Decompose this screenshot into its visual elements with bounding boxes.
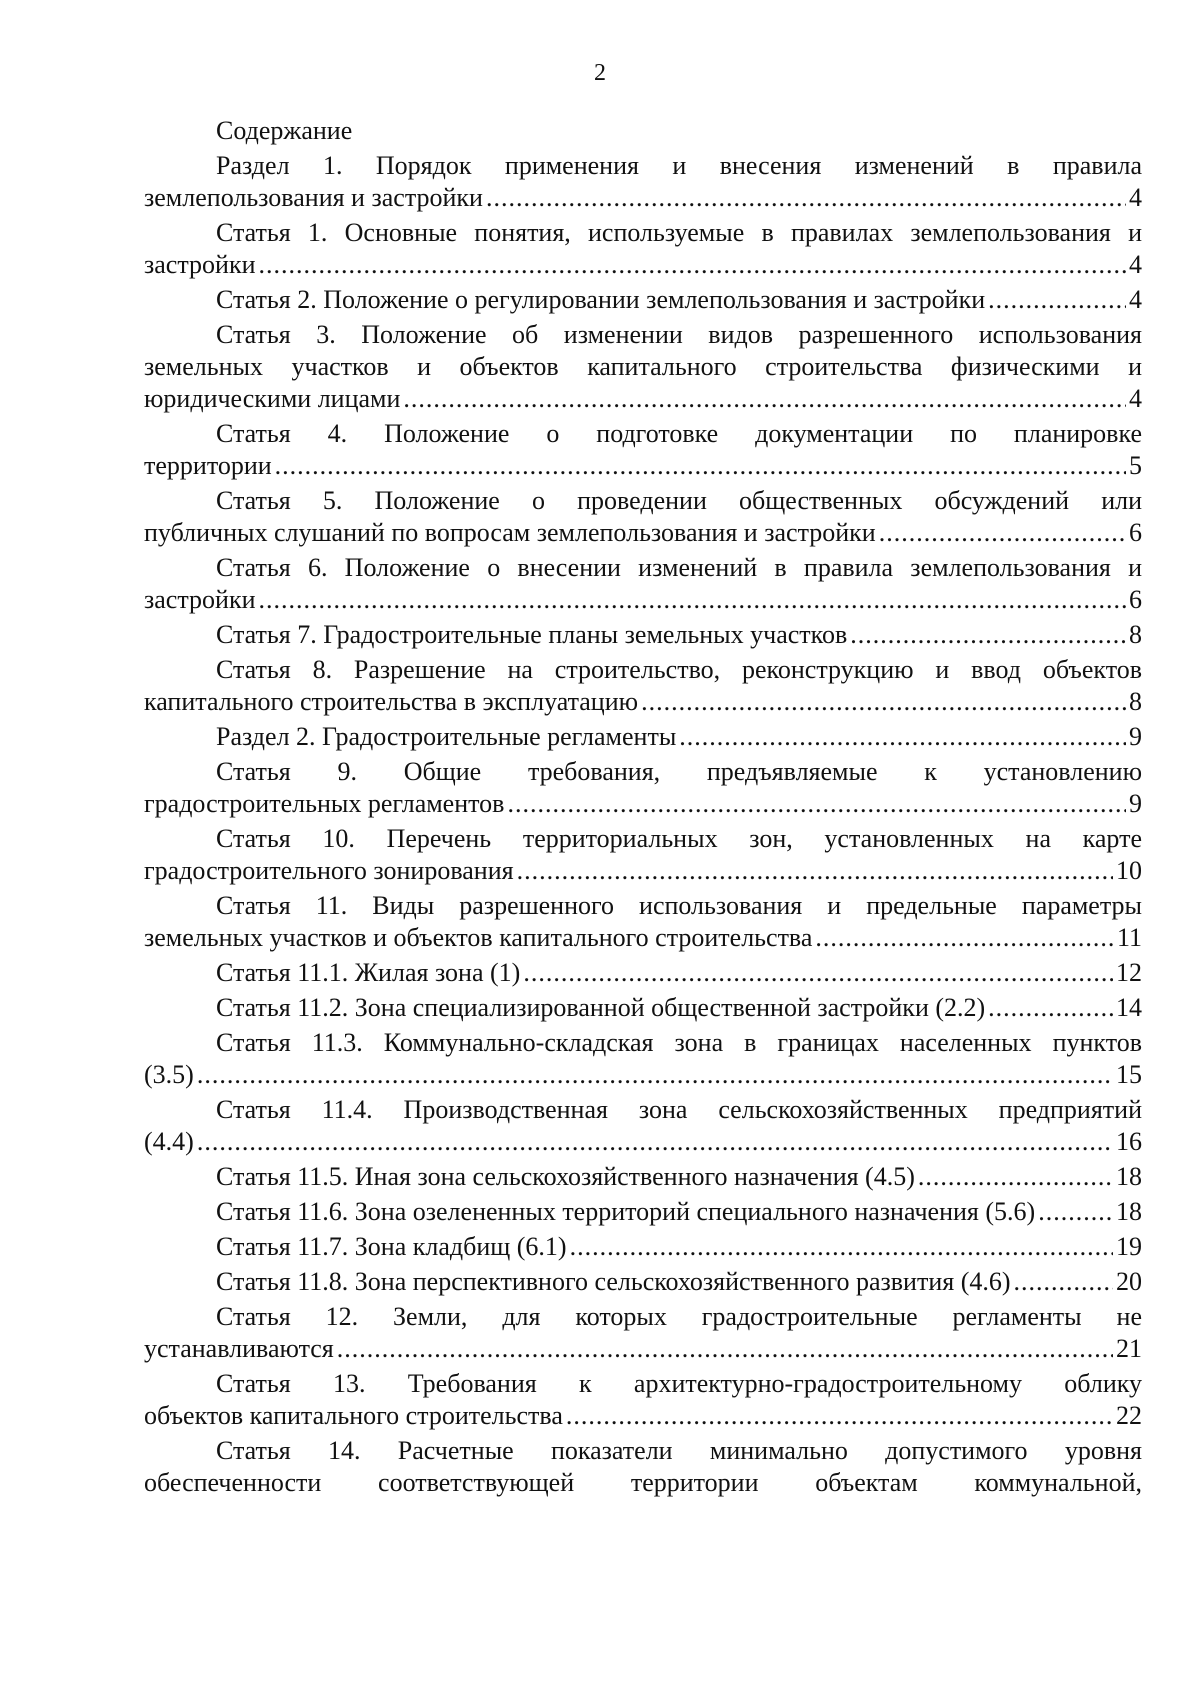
toc-entry-line [144, 450, 1142, 482]
toc-entry-line: Статья 5. Положение о проведении общественных обсуждений или [216, 486, 1142, 515]
toc-entry-line [144, 721, 1142, 753]
toc-entry-line [144, 1161, 1142, 1193]
dot-leader [641, 686, 1126, 718]
dot-leader [566, 1400, 1113, 1432]
toc-entry-line: Статья 10. Перечень территориальных зон, установленных на карте [216, 824, 1142, 853]
toc-entry-line: Статья 12. Земли, для которых градостроительные регламенты не [216, 1302, 1142, 1331]
toc-entry-line [144, 1126, 1142, 1158]
toc-page-number: 8 [1129, 620, 1142, 649]
toc-entry-title: Статья 11.7. Зона кладбищ (6.1) [216, 1232, 567, 1261]
toc-entry[interactable] [144, 1161, 1142, 1193]
toc-entry-line [144, 855, 1142, 887]
toc-entry-line: Статья 14. Расчетные показатели минимально допустимого уровня [216, 1436, 1142, 1465]
dot-leader [517, 855, 1113, 887]
dot-leader [988, 992, 1113, 1024]
toc-entry-line [144, 1059, 1142, 1091]
toc-entry[interactable] [144, 150, 1142, 214]
toc-page-number: 9 [1129, 789, 1142, 818]
toc-entry-title: Статья 11.6. Зона озелененных территорий специального назначения (5.6) [216, 1197, 1036, 1226]
toc-entry[interactable] [144, 1301, 1142, 1365]
toc-entry[interactable] [144, 1231, 1142, 1263]
toc-entry[interactable] [144, 217, 1142, 281]
page-number: 2 [594, 60, 606, 86]
toc-entry-line [144, 517, 1142, 549]
toc-entry-title: объектов капитального строительства [144, 1401, 563, 1430]
toc-page-number: 21 [1116, 1334, 1142, 1363]
dot-leader [507, 788, 1126, 820]
dot-leader [523, 957, 1113, 989]
toc-entry-line [144, 957, 1142, 989]
toc-page-number: 8 [1129, 687, 1142, 716]
toc-entries [144, 150, 1142, 1499]
toc-entry-line [144, 992, 1142, 1024]
toc-heading: Содержание [216, 116, 353, 145]
toc-entry-line [144, 284, 1142, 316]
toc-entry[interactable] [144, 890, 1142, 954]
toc-page-number: 4 [1129, 183, 1142, 212]
toc-entry-line: Статья 8. Разрешение на строительство, реконструкцию и ввод объектов [216, 655, 1142, 684]
toc-page-number: 19 [1116, 1232, 1142, 1261]
dot-leader [1014, 1266, 1113, 1298]
toc-entry[interactable] [144, 721, 1142, 753]
toc-entry-line [144, 619, 1142, 651]
toc-entry-line [144, 249, 1142, 281]
toc-page-number: 18 [1116, 1162, 1142, 1191]
dot-leader [815, 922, 1114, 954]
toc-entry-title: земельных участков и объектов капитального строительства [144, 923, 813, 952]
toc-entry-title: застройки [144, 250, 256, 279]
toc-entry-title: Статья 11.2. Зона специализированной общественной застройки (2.2) [216, 993, 986, 1022]
toc-page-number: 4 [1129, 384, 1142, 413]
dot-leader [879, 517, 1126, 549]
toc-entry[interactable] [144, 1094, 1142, 1158]
toc-entry-title: Статья 11.5. Иная зона сельскохозяйственного назначения (4.5) [216, 1162, 915, 1191]
toc-entry[interactable] [144, 1266, 1142, 1298]
toc-entry-line [144, 788, 1142, 820]
dot-leader [259, 584, 1127, 616]
toc-page-number: 20 [1116, 1267, 1142, 1296]
toc-entry-title: градостроительных регламентов [144, 789, 505, 818]
toc-entry[interactable] [144, 1027, 1142, 1091]
toc-entry-line: Статья 9. Общие требования, предъявляемые к установлению [216, 757, 1142, 786]
dot-leader [918, 1161, 1113, 1193]
dot-leader [850, 619, 1126, 651]
toc-page-number: 18 [1116, 1197, 1142, 1226]
toc-page-number: 15 [1116, 1060, 1142, 1089]
dot-leader [337, 1333, 1113, 1365]
toc-entry-line: Статья 11.3. Коммунально-складская зона в границах населенных пунктов [216, 1028, 1142, 1057]
toc-entry[interactable] [144, 619, 1142, 651]
toc-entry-title: застройки [144, 585, 256, 614]
toc-entry-line: Статья 11. Виды разрешенного использования и предельные параметры [216, 891, 1142, 920]
toc-entry-line [144, 1266, 1142, 1298]
toc-entry-line [144, 686, 1142, 718]
toc-entry-title: капитального строительства в эксплуатацию [144, 687, 639, 716]
toc-entry-line: обеспеченности соответствующей территории объектам коммунальной, [144, 1468, 1142, 1497]
toc-entry-title: территории [144, 451, 272, 480]
toc-entry-title: юридическими лицами [144, 384, 401, 413]
toc-entry-line: Раздел 1. Порядок применения и внесения изменений в правила [216, 151, 1142, 180]
dot-leader [197, 1126, 1113, 1158]
toc-entry-line [144, 1231, 1142, 1263]
toc-entry[interactable] [144, 1435, 1142, 1499]
toc-entry-line [144, 922, 1142, 954]
toc-page-number: 6 [1129, 585, 1142, 614]
toc-entry-line [144, 584, 1142, 616]
toc-entry-title: землепользования и застройки [144, 183, 483, 212]
dot-leader [1038, 1196, 1113, 1228]
toc-entry[interactable] [144, 418, 1142, 482]
toc-entry-line: Статья 4. Положение о подготовке документации по планировке [216, 419, 1142, 448]
toc-page-number: 9 [1129, 722, 1142, 751]
toc-page-number: 22 [1116, 1401, 1142, 1430]
toc-entry-line [144, 1400, 1142, 1432]
dot-leader [403, 383, 1126, 415]
toc-entry[interactable] [144, 485, 1142, 549]
toc-entry-title: Статья 2. Положение о регулировании землепользования и застройки [216, 285, 986, 314]
toc-entry-line: Статья 6. Положение о внесении изменений в правила землепользования и [216, 553, 1142, 582]
toc-entry-title: Раздел 2. Градостроительные регламенты [216, 722, 677, 751]
dot-leader [259, 249, 1127, 281]
toc-page-number: 4 [1129, 250, 1142, 279]
toc-page-number: 14 [1116, 993, 1142, 1022]
toc-entry[interactable] [144, 823, 1142, 887]
toc-entry-line: Статья 13. Требования к архитектурно-градостроительному облику [216, 1369, 1142, 1398]
dot-leader [679, 721, 1126, 753]
toc-entry[interactable] [144, 319, 1142, 415]
toc-entry[interactable] [144, 284, 1142, 316]
dot-leader [275, 450, 1126, 482]
toc-entry-line [144, 182, 1142, 214]
toc-entry-title: (4.4) [144, 1127, 194, 1156]
toc-entry[interactable] [144, 992, 1142, 1024]
toc-entry-line: Статья 11.4. Производственная зона сельскохозяйственных предприятий [216, 1095, 1142, 1124]
toc-entry-title: градостроительного зонирования [144, 856, 514, 885]
toc-entry-line [144, 383, 1142, 415]
table-of-contents [144, 115, 1142, 1499]
toc-entry[interactable] [144, 552, 1142, 616]
toc-entry[interactable] [144, 957, 1142, 989]
toc-entry[interactable] [144, 1196, 1142, 1228]
toc-page-number: 4 [1129, 285, 1142, 314]
toc-entry[interactable] [144, 756, 1142, 820]
dot-leader [988, 284, 1126, 316]
toc-entry-title: публичных слушаний по вопросам землепользования и застройки [144, 518, 876, 547]
toc-entry-line [144, 1196, 1142, 1228]
dot-leader [570, 1231, 1113, 1263]
toc-entry[interactable] [144, 654, 1142, 718]
toc-page-number: 10 [1116, 856, 1142, 885]
toc-entry-title: Статья 11.1. Жилая зона (1) [216, 958, 521, 987]
toc-page-number: 6 [1129, 518, 1142, 547]
toc-entry[interactable] [144, 1368, 1142, 1432]
toc-page-number: 16 [1116, 1127, 1142, 1156]
toc-page-number: 5 [1129, 451, 1142, 480]
toc-entry-line: Статья 1. Основные понятия, используемые в правилах землепользования и [216, 218, 1142, 247]
toc-entry-title: (3.5) [144, 1060, 194, 1089]
toc-entry-line: Статья 3. Положение об изменении видов разрешенного использования [216, 320, 1142, 349]
toc-entry-title: Статья 11.8. Зона перспективного сельскохозяйственного развития (4.6) [216, 1267, 1011, 1296]
toc-entry-line: земельных участков и объектов капитального строительства физическими и [144, 352, 1142, 381]
toc-entry-title: устанавливаются [144, 1334, 334, 1363]
dot-leader [197, 1059, 1113, 1091]
toc-entry-title: Статья 7. Градостроительные планы земельных участков [216, 620, 848, 649]
toc-page-number: 11 [1116, 923, 1142, 952]
dot-leader [486, 182, 1126, 214]
toc-entry-line [144, 1333, 1142, 1365]
toc-page-number: 12 [1116, 958, 1142, 987]
